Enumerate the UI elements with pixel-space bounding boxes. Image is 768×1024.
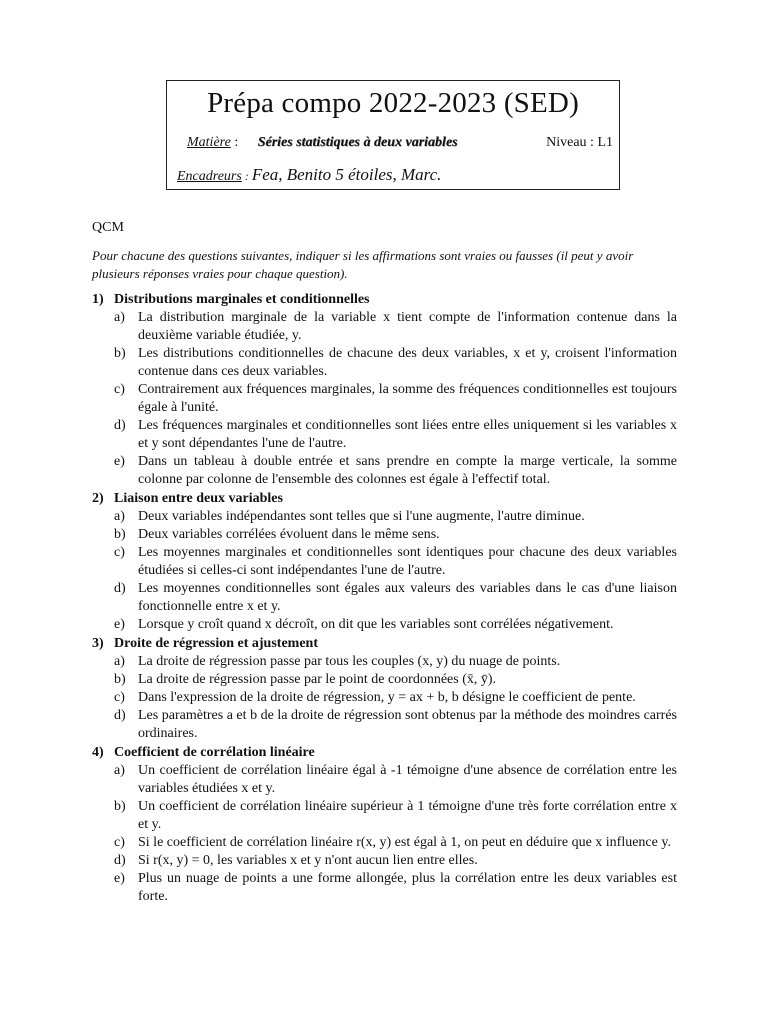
answer-text: Les distributions conditionnelles de chacune des deux variables, x et y, croisent l'information contenue dans ces deux variables. [138, 346, 677, 379]
document-title: Prépa compo 2022-2023 (SED) [207, 87, 579, 119]
section-number: 2) [92, 491, 104, 506]
question-section [92, 635, 677, 743]
matiere-separator: : [230, 135, 239, 150]
answer-text: Les paramètres a et b de la droite de régression sont obtenus par la méthode des moindres carrés ordinaires. [138, 708, 677, 741]
matiere-value: Séries statistiques à deux variables [257, 135, 458, 150]
matiere-line [187, 135, 615, 151]
matiere-label: Matière [187, 135, 231, 150]
answer-letter: a) [114, 654, 125, 669]
answer-item [92, 852, 677, 870]
answer-letter: c) [114, 835, 125, 850]
section-title [92, 744, 677, 762]
answer-list [92, 508, 677, 634]
section-number: 3) [92, 636, 104, 651]
answer-text: Lorsque y croît quand x décroît, on dit que les variables sont corrélées négativement. [138, 617, 614, 632]
answer-text: Si le coefficient de corrélation linéaire r(x, y) est égal à 1, on peut en déduire que x influence y. [138, 835, 671, 850]
question-section [92, 744, 677, 906]
answer-text: Un coefficient de corrélation linéaire supérieur à 1 témoigne d'une très forte corrélation entre x et y. [138, 799, 677, 832]
answer-letter: b) [114, 672, 126, 687]
answer-letter: e) [114, 871, 125, 886]
answer-letter: a) [114, 763, 125, 778]
answer-text: Plus un nuage de points a une forme allongée, plus la corrélation entre les deux variables est forte. [138, 871, 677, 904]
answer-text: La droite de régression passe par le point de coordonnées (x̄, ȳ). [138, 672, 497, 687]
answer-item [92, 580, 677, 616]
qcm-content [92, 219, 677, 906]
answer-text: Si r(x, y) = 0, les variables x et y n'ont aucun lien entre elles. [138, 853, 478, 868]
answer-letter: d) [114, 853, 126, 868]
section-title-text: Droite de régression et ajustement [114, 636, 318, 651]
section-title [92, 635, 677, 653]
answer-item [92, 526, 677, 544]
answer-list [92, 653, 677, 743]
encadreurs-label: Encadreurs [177, 169, 242, 184]
section-title-text: Coefficient de corrélation linéaire [114, 745, 315, 760]
answer-item [92, 345, 677, 381]
answer-letter: a) [114, 509, 125, 524]
answer-text: Dans l'expression de la droite de régression, y = ax + b, b désigne le coefficient de pente. [138, 690, 636, 705]
answer-item [92, 417, 677, 453]
section-title-text: Distributions marginales et conditionnelles [114, 292, 370, 307]
answer-item [92, 653, 677, 671]
header-box [166, 80, 620, 190]
answer-letter: b) [114, 346, 126, 361]
answer-item [92, 508, 677, 526]
answer-text: La droite de régression passe par tous les couples (x, y) du nuage de points. [138, 654, 561, 669]
question-sections [92, 291, 677, 906]
answer-letter: c) [114, 382, 125, 397]
answer-letter: d) [114, 708, 126, 723]
encadreurs-value: Fea, Benito 5 étoiles, Marc. [251, 165, 442, 184]
section-number: 1) [92, 292, 104, 307]
question-section [92, 291, 677, 489]
answer-letter: e) [114, 617, 125, 632]
answer-item [92, 798, 677, 834]
answer-letter: b) [114, 527, 126, 542]
answer-item [92, 834, 677, 852]
answer-letter: b) [114, 799, 126, 814]
answer-item [92, 870, 677, 906]
answer-text: Contrairement aux fréquences marginales, la somme des fréquences conditionnelles est toujours égale à l'unité. [138, 382, 677, 415]
answer-list [92, 762, 677, 906]
answer-text: Les moyennes conditionnelles sont égales aux valeurs des variables dans le cas d'une liaison fonctionnelle entre x et y. [138, 581, 677, 614]
answer-item [92, 707, 677, 743]
qcm-heading: QCM [92, 220, 124, 235]
answer-item [92, 544, 677, 580]
answer-list [92, 309, 677, 489]
question-section [92, 490, 677, 634]
answer-text: Dans un tableau à double entrée et sans prendre en compte la marge verticale, la somme colonne par colonne de l'ensemble des colonnes est égale à l'effectif total. [138, 454, 677, 487]
answer-text: Deux variables indépendantes sont telles que si l'une augmente, l'autre diminue. [138, 509, 585, 524]
answer-item [92, 689, 677, 707]
section-title-text: Liaison entre deux variables [114, 491, 283, 506]
answer-letter: c) [114, 690, 125, 705]
answer-text: Les fréquences marginales et conditionnelles sont liées entre elles uniquement si les variables x et y sont dépendantes l'une de l'autre. [138, 418, 677, 451]
answer-letter: d) [114, 418, 126, 433]
answer-text: Un coefficient de corrélation linéaire égal à -1 témoigne d'une absence de corrélation entre les variables étudiées x et y. [138, 763, 677, 796]
answer-letter: a) [114, 310, 125, 325]
instructions: Pour chacune des questions suivantes, indiquer si les affirmations sont vraies ou fausses (il peut y avoir plusieurs réponses vraies pour chaque question). [92, 248, 634, 281]
answer-item [92, 453, 677, 489]
answer-letter: d) [114, 581, 126, 596]
answer-item [92, 381, 677, 417]
encadreurs-line [177, 165, 441, 185]
answer-text: La distribution marginale de la variable x tient compte de l'information contenue dans la deuxième variable étudiée, y. [138, 310, 677, 343]
section-title [92, 490, 677, 508]
answer-item [92, 671, 677, 689]
answer-item [92, 616, 677, 634]
section-title [92, 291, 677, 309]
niveau-label: Niveau : L1 [546, 135, 613, 150]
answer-item [92, 309, 677, 345]
section-number: 4) [92, 745, 104, 760]
answer-text: Deux variables corrélées évoluent dans le même sens. [138, 527, 440, 542]
encadreurs-separator: : [241, 169, 252, 183]
answer-letter: e) [114, 454, 125, 469]
answer-text: Les moyennes marginales et conditionnelles sont identiques pour chacune des deux variables étudiées si celles-ci sont indépendantes l'une de l'autre. [138, 545, 677, 578]
answer-letter: c) [114, 545, 125, 560]
answer-item [92, 762, 677, 798]
